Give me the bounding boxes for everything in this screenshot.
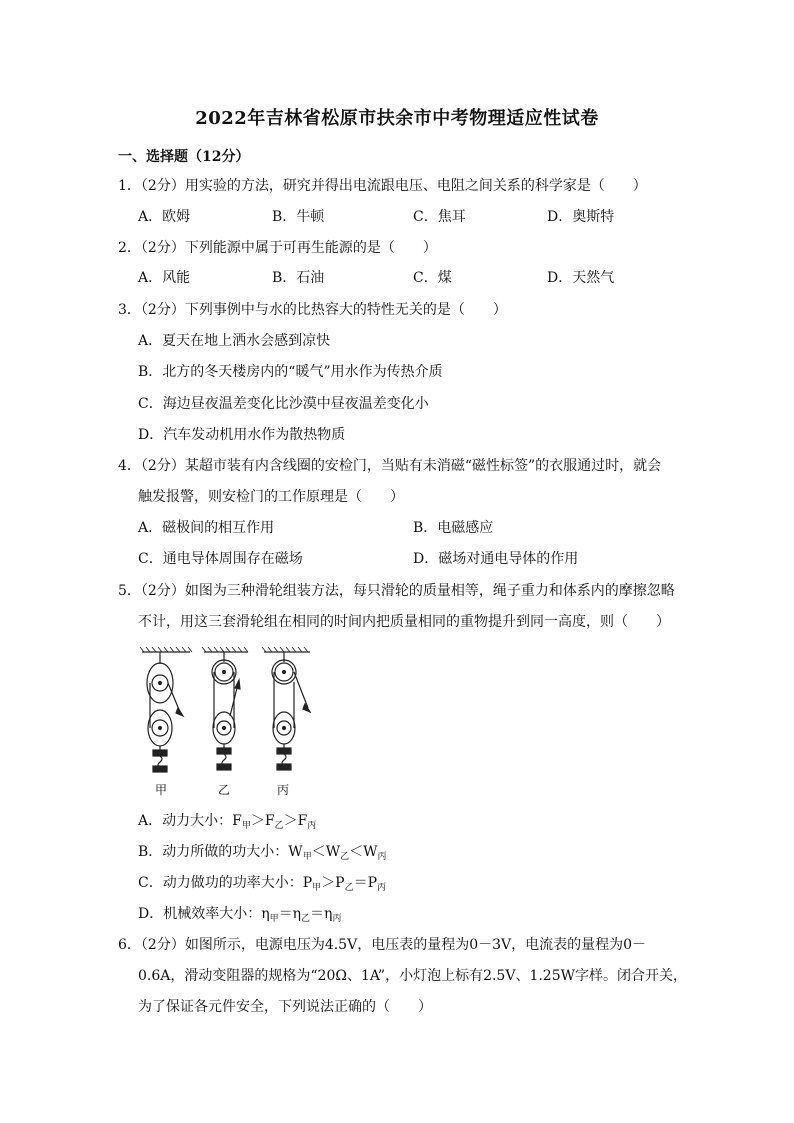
question-6-text-line3: 为了保证各元件安全，下列说法正确的（ ） [138,999,432,1015]
question-4-text-line1: 4．（2分）某超市装有内含线圈的安检门，当贴有未消磁“磁性标签”的衣服通过时，就会 [118,458,662,474]
page-title: 2022年吉林省松原市扶余市中考物理适应性试卷 [195,108,599,129]
question-1-option-d: D．奥斯特 [547,209,615,225]
question-5-text-line1: 5．（2分）如图为三种滑轮组装方法，每只滑轮的质量相等，绳子重力和体系内的摩擦忽略 [118,583,675,599]
question-3-option-b: B．北方的冬天楼房内的“暖气”用水作为传热介质 [138,364,443,380]
question-6-text-line2: 0.6A，滑动变阻器的规格为“20Ω、1A”，小灯泡上标有2.5V、1.25W字样。闭合开关， [138,968,688,984]
question-2-option-b: B．石油 [272,270,325,286]
question-4-option-a: A．磁极间的相互作用 [138,520,275,536]
question-3-text: 3．（2分）下列事例中与水的比热容大的特性无关的是（ ） [118,302,507,318]
pulley-systems-figure [138,646,338,806]
question-4-text-line2: 触发报警，则安检门的工作原理是（ ） [138,489,404,505]
question-3-option-a: A．夏天在地上洒水会感到凉快 [138,333,331,349]
figure-caption-jia: 甲 [155,783,168,797]
question-6-text-line1: 6．（2分）如图所示，电源电压为4.5V，电压表的量程为0－3V，电流表的量程为0－ [118,937,647,953]
question-4-option-c: C．通电导体周围存在磁场 [138,551,303,567]
question-1-option-c: C．焦耳 [413,209,466,225]
question-4-option-b: B．电磁感应 [413,520,494,536]
question-5-option-a: A．动力大小：$F_甲>F_乙>F_丙$ [138,813,317,831]
question-2-option-d: D．天然气 [547,270,615,286]
question-5-option-d: D．机械效率大小：$\eta_甲=\eta_乙=\eta_丙$ [138,906,342,924]
question-4-option-d: D．磁场对通电导体的作用 [413,551,579,567]
question-5-text-line2: 不计，用这三套滑轮组在相同的时间内把质量相同的重物提升到同一高度，则（ ） [138,614,670,630]
question-2-option-c: C．煤 [413,270,452,286]
question-3-option-d: D．汽车发动机用水作为散热物质 [138,427,346,443]
figure-caption-bing: 丙 [277,783,290,797]
question-5-option-b: B．动力所做的功大小：$W_甲<W_乙<W_丙$ [138,844,387,862]
ceiling-hatch [140,647,192,652]
question-1-text: 1．（2分）用实验的方法，研究并得出电流跟电压、电阻之间关系的科学家是（ ） [118,178,647,194]
question-2-text: 2．（2分）下列能源中属于可再生能源的是（ ） [118,240,437,256]
question-2-option-a: A．风能 [138,270,191,286]
question-1-option-b: B．牛顿 [272,209,325,225]
question-1-option-a: A．欧姆 [138,209,191,225]
question-3-option-c: C．海边昼夜温差变化比沙漠中昼夜温差变化小 [138,396,429,412]
figure-caption-yi: 乙 [218,783,231,797]
question-5-option-c: C．动力做功的功率大小：$P_甲>P_乙=P_丙$ [138,875,387,893]
section-heading: 一、选择题（12分） [118,149,250,165]
